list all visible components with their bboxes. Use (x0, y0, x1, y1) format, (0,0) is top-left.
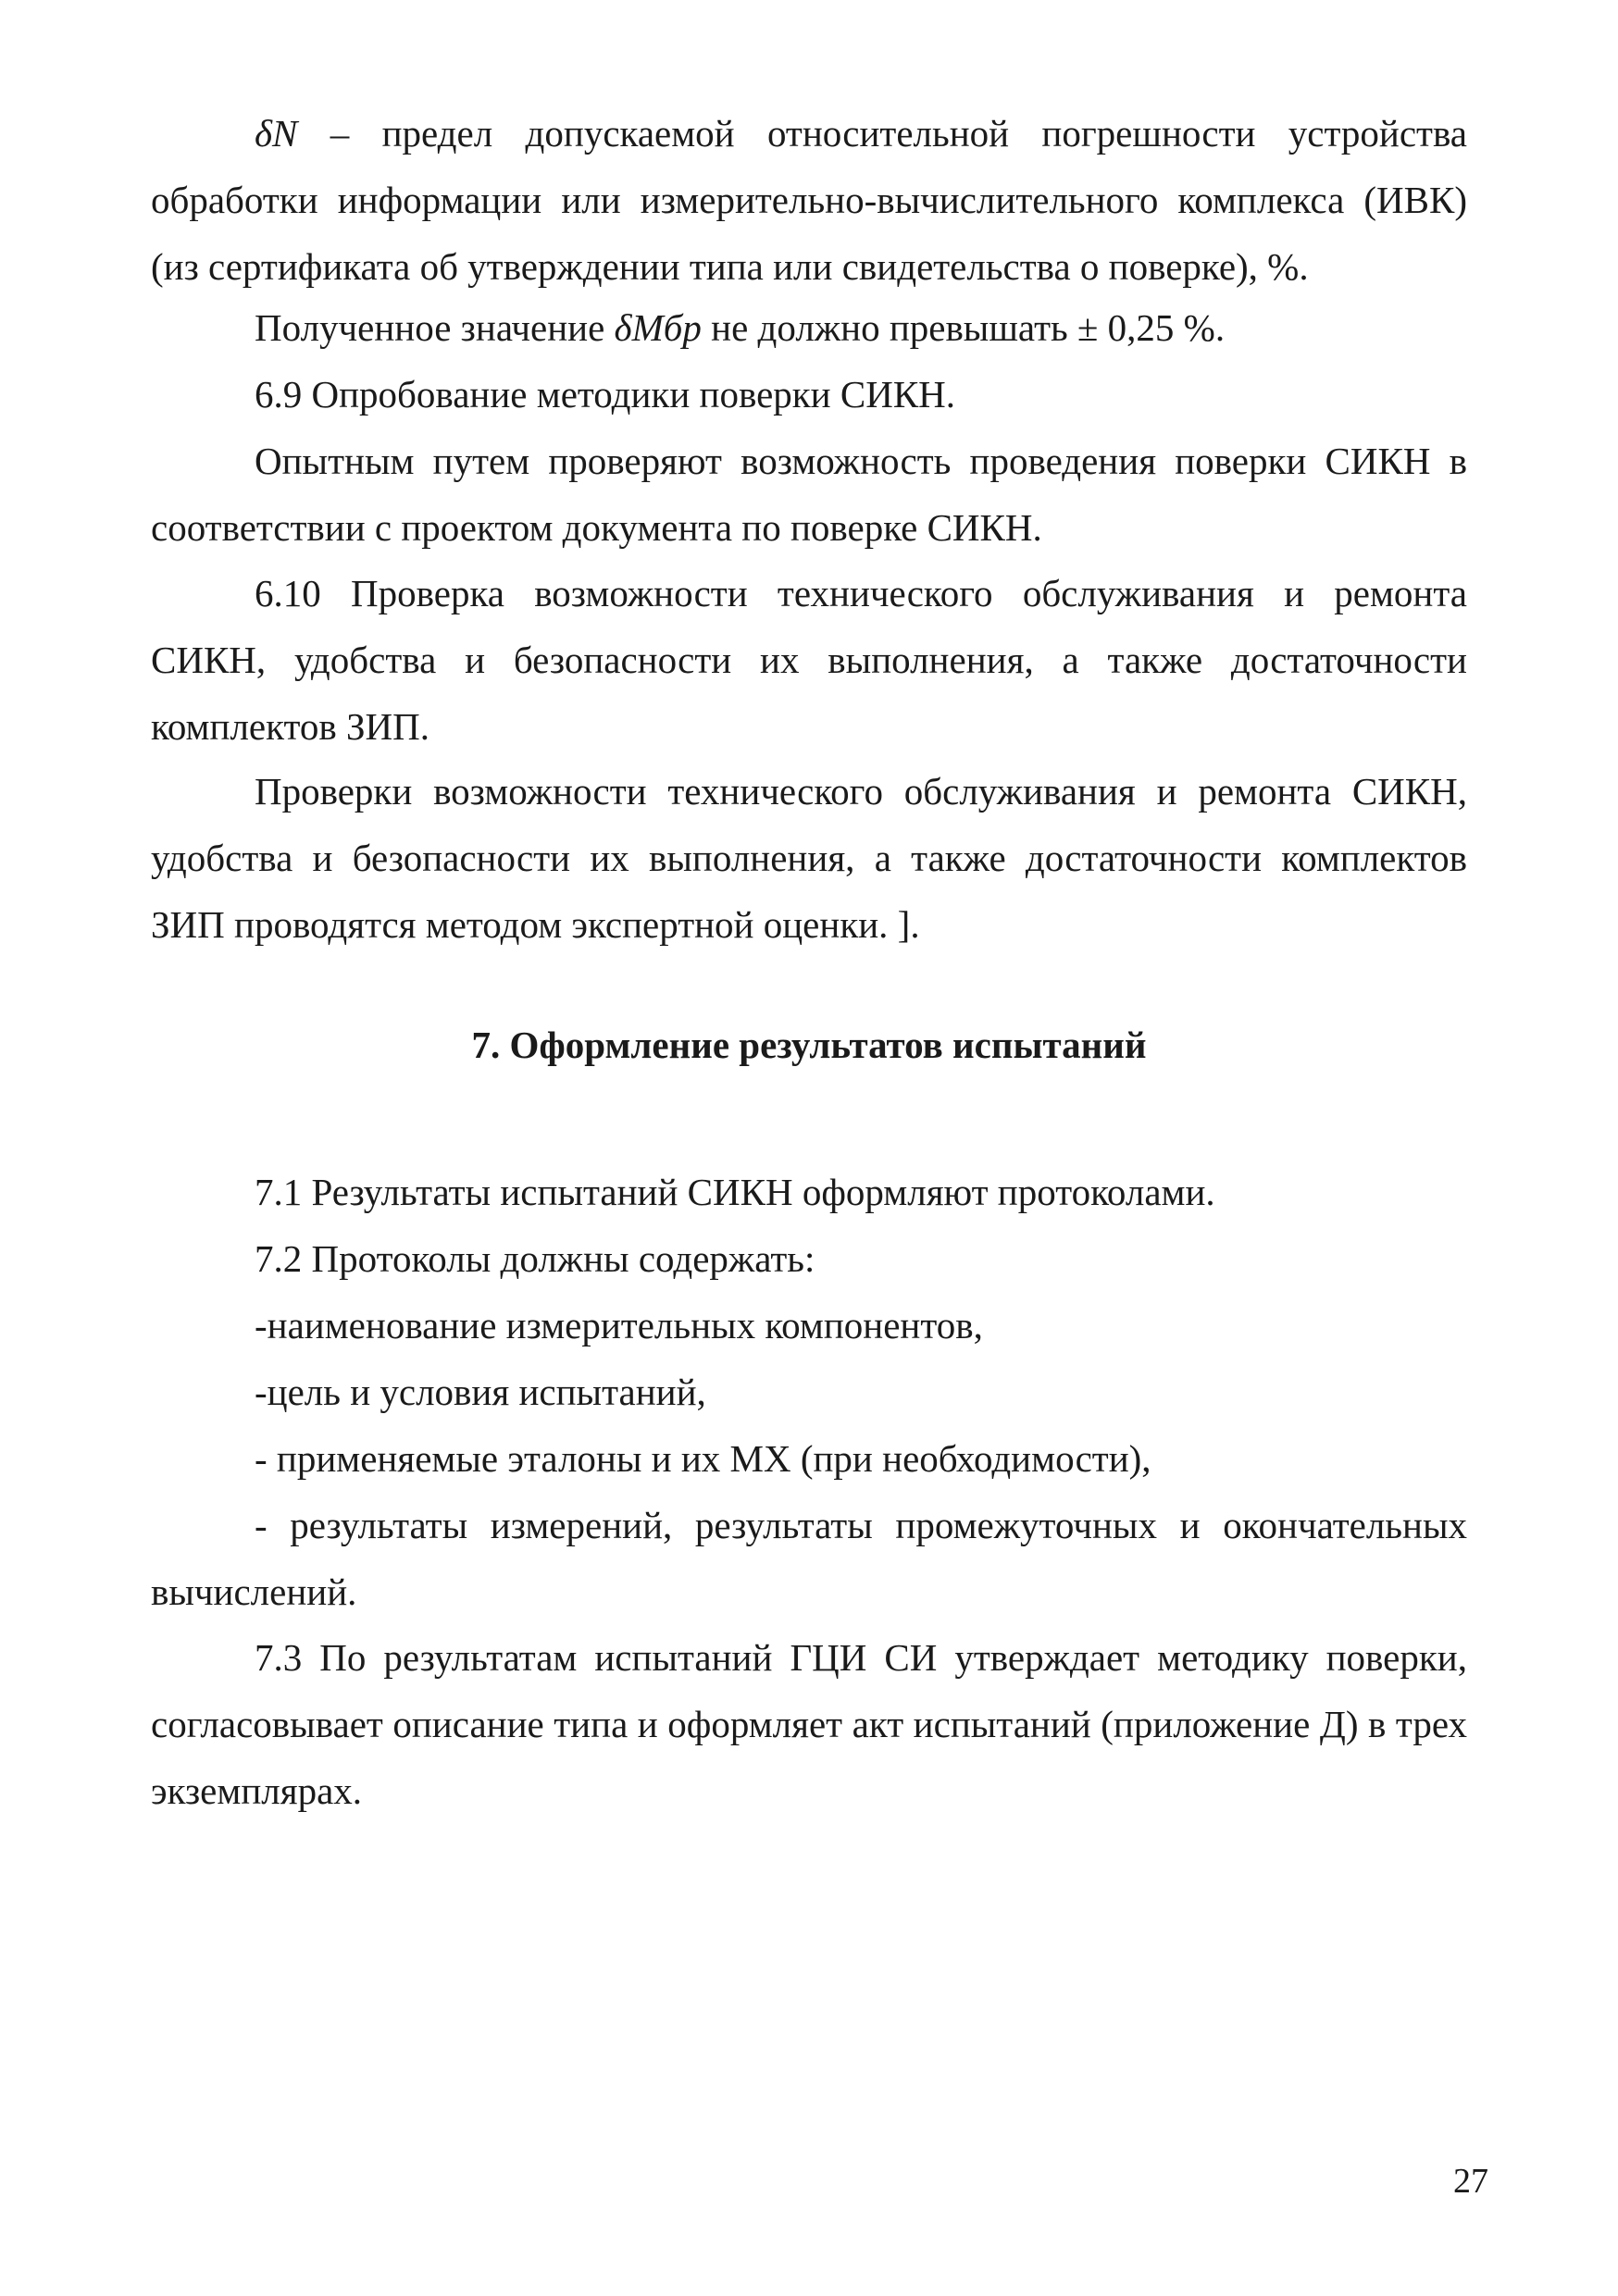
paragraph-7-2: 7.2 Протоколы должны содержать: (255, 1237, 815, 1280)
limit-suffix: не должно превышать ± 0,25 %. (701, 306, 1226, 349)
paragraph-delta-n (151, 100, 1467, 300)
paragraph-7-3: 7.3 По результатам испытаний ГЦИ СИ утверждает методику поверки, согласовывает описание типа и оформляет акт испытаний (приложение Д) в трех экземплярах. (151, 1636, 1467, 1812)
page-number: 27 (1453, 2162, 1488, 2201)
list-item-4: - результаты измерений, результаты промежуточных и окончательных вычислений. (151, 1504, 1467, 1613)
paragraph-limit (151, 294, 1467, 361)
paragraph-6-10: 6.10 Проверка возможности технического обслуживания и ремонта СИКН, удобства и безопасности их выполнения, а также достаточности комплектов ЗИП. (151, 572, 1467, 748)
paragraph-6-9: 6.9 Опробование методики поверки СИКН. (255, 373, 956, 416)
paragraph-6-9-text: Опытным путем проверяют возможность проведения поверки СИКН в соответствии с проектом документа по поверке СИКН. (151, 440, 1467, 549)
paragraph-6-10-text: Проверки возможности технического обслуживания и ремонта СИКН, удобства и безопасности их выполнения, а также достаточности комплектов ЗИП проводятся методом экспертной оценки. ]. (151, 770, 1467, 946)
section-7-heading: 7. Оформление результатов испытаний (471, 1024, 1147, 1066)
delta-n-text: – предел допускаемой относительной погрешности устройства обработки информации или измерительно-вычислительного комплекса (ИВК) (из сертификата об утверждении типа или свидетельства о поверке), %. (151, 112, 1467, 288)
list-item-2: -цель и условия испытаний, (255, 1371, 706, 1413)
list-item-1: -наименование измерительных компонентов, (255, 1304, 983, 1347)
list-item-3: - применяемые эталоны и их МХ (при необходимости), (255, 1437, 1151, 1480)
limit-symbol: δMбр (614, 306, 702, 349)
delta-n-symbol: δN (255, 112, 298, 155)
paragraph-7-1: 7.1 Результаты испытаний СИКН оформляют протоколами. (255, 1171, 1215, 1213)
limit-prefix: Полученное значение (255, 306, 615, 349)
